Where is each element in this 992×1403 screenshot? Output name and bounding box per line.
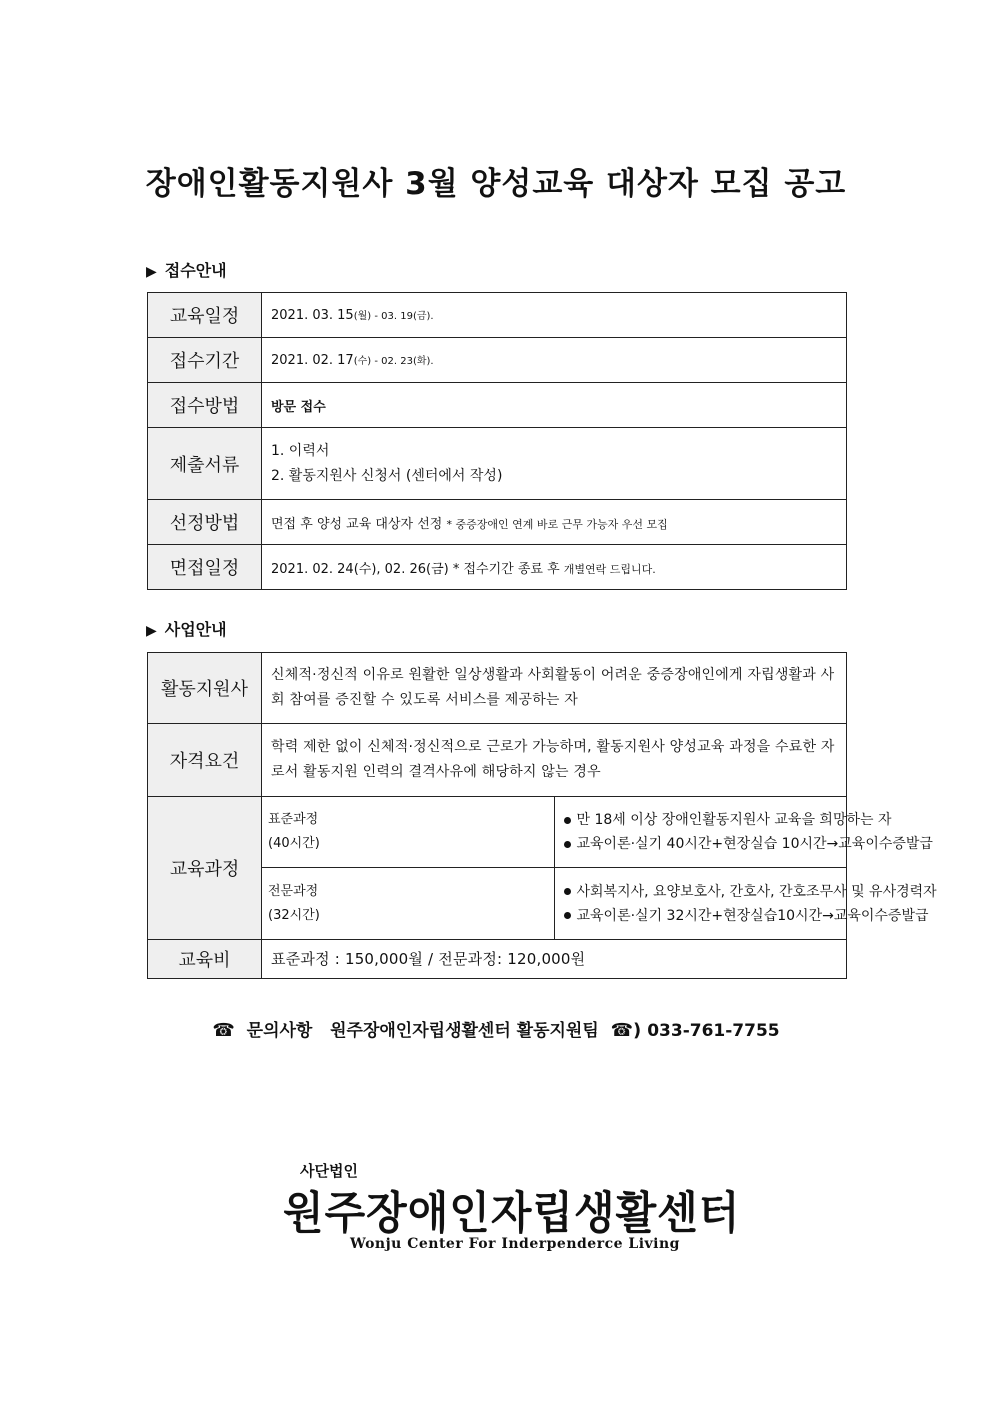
row-label: 면접일정	[148, 545, 262, 590]
section-heading-business: ▶ 사업안내	[146, 620, 227, 639]
table-row	[148, 383, 847, 428]
row-label: 교육비	[148, 940, 262, 979]
course-details	[554, 868, 937, 940]
list-item: 교육이론·실기 32시간+현장실습10시간→교육이수증발급	[564, 904, 838, 928]
logo-subtitle: 사단법인	[300, 1162, 358, 1180]
logo-name: 원주장애인자립생활센터	[283, 1186, 741, 1239]
page-title: 장애인활동지원사 3월 양성교육 대상자 모집 공고	[145, 166, 847, 202]
table-row	[148, 653, 847, 724]
list-item: 사회복지사, 요양보호사, 간호사, 간호조무사 및 유사경력자	[564, 880, 838, 904]
list-item: 만 18세 이상 장애인활동지원사 교육을 희망하는 자	[564, 808, 838, 832]
row-label: 교육일정	[148, 293, 262, 338]
arrow-icon: ▶	[146, 623, 157, 639]
list-item: 교육이론·실기 40시간+현장실습 10시간→교육이수증발급	[564, 832, 838, 856]
bullet-icon	[564, 841, 571, 848]
table-row	[148, 338, 847, 383]
course-name: 전문과정 (32시간)	[262, 868, 555, 940]
row-value: 방문 접수	[262, 383, 847, 428]
table-row	[148, 500, 847, 545]
bullet-icon	[564, 888, 571, 895]
table-row	[148, 428, 847, 500]
telephone-icon: ☎	[212, 1020, 235, 1041]
row-label: 제출서류	[148, 428, 262, 500]
row-value: 면접 후 양성 교육 대상자 선정 * 중증장애인 연계 바로 근무 가능자 우선 모집	[262, 500, 847, 545]
reception-table	[147, 292, 847, 590]
table-row	[148, 293, 847, 338]
row-value: 표준과정 : 150,000월 / 전문과정: 120,000원	[262, 940, 847, 979]
row-value: 1. 이력서 2. 활동지원사 신청서 (센터에서 작성)	[262, 428, 847, 500]
row-label: 활동지원사	[148, 653, 262, 724]
row-value: 2021. 03. 15(월) - 03. 19(금).	[262, 293, 847, 338]
table-row	[148, 545, 847, 590]
business-table	[147, 652, 937, 979]
row-value: 2021. 02. 17(수) - 02. 23(화).	[262, 338, 847, 383]
table-row	[148, 724, 847, 797]
arrow-icon: ▶	[146, 264, 157, 280]
table-row	[148, 940, 847, 979]
row-value: 2021. 02. 24(수), 02. 26(금) * 접수기간 종료 후 개별연락 드립니다.	[262, 545, 847, 590]
section-heading-reception: ▶ 접수안내	[146, 261, 227, 280]
row-label: 선정방법	[148, 500, 262, 545]
row-label: 자격요건	[148, 724, 262, 797]
row-value: 신체적·정신적 이유로 원활한 일상생활과 사회활동이 어려운 중증장애인에게 자립생활과 사회 참여를 증진할 수 있도록 서비스를 제공하는 자	[262, 653, 847, 724]
course-name: 표준과정 (40시간)	[262, 797, 555, 868]
bullet-icon	[564, 817, 571, 824]
course-details	[554, 797, 933, 868]
row-label: 접수기간	[148, 338, 262, 383]
row-label: 교육과정	[148, 797, 262, 940]
bullet-icon	[564, 912, 571, 919]
contact-line: ☎ 문의사항 원주장애인자립생활센터 활동지원팀 ☎) 033-761-7755	[212, 1020, 780, 1041]
telephone-icon: ☎)	[610, 1020, 642, 1041]
logo-english-name: Wonju Center For Inderpenderce Living	[350, 1236, 680, 1252]
row-label: 접수방법	[148, 383, 262, 428]
row-value: 학력 제한 없이 신체적·정신적으로 근로가 가능하며, 활동지원사 양성교육 과정을 수료한 자로서 활동지원 인력의 결격사유에 해당하지 않는 경우	[262, 724, 847, 797]
table-row	[148, 797, 847, 868]
